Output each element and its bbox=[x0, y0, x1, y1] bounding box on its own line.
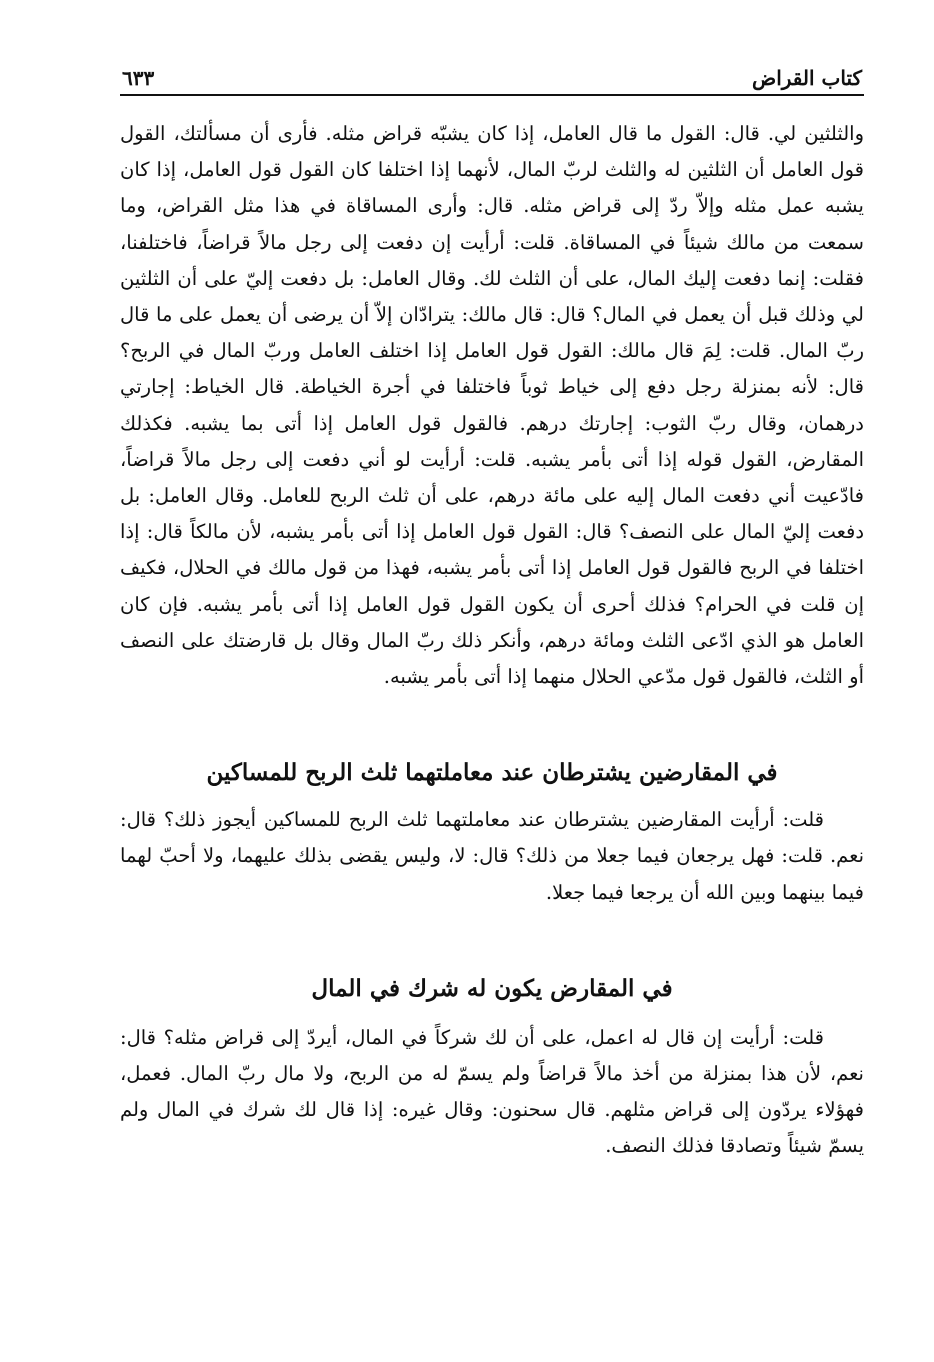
paragraph-charity: قلت: أرأيت المقارضين يشترطان عند معاملتهما ثلث الربح للمساكين أيجوز ذلك؟ قال: نعم. قلت: فهل يرجعان فيما جعلا من ذلك؟ قال: لا، وليس يقضى بذلك عليهما، ولا أحبّ لهما فيما بينهما وبين الله أن يرجعا فيما جعلا. bbox=[120, 808, 864, 904]
running-title: كتاب القراض bbox=[752, 66, 862, 90]
book-page bbox=[120, 56, 864, 1165]
page-body bbox=[120, 116, 864, 1165]
page-number: ٦٣٣ bbox=[122, 66, 155, 90]
paragraph-share: قلت: أرأيت إن قال له اعمل، على أن لك شركاً في المال، أيردّ إلى قراض مثله؟ قال: نعم، لأن هذا بمنزلة من أخذ مالاً قراضاً ولم يسمّ له من الربح، ولا مال ربّ المال. فعمل، فهؤلاء يردّون إلى قراض مثلهم. قال سحنون: وقال غيره: إذا قال لك شرك في المال ولم يسمّ شيئاً وتصادقا فذلك النصف. bbox=[120, 1025, 864, 1158]
page-header bbox=[120, 56, 864, 96]
paragraph-intro: والثلثين لي. قال: القول ما قال العامل، إذا كان يشبّه قراض مثله. فأرى أن مسألتك، القول قول العامل أن الثلثين له والثلث لربّ المال، لأنهما إذا اختلفا كان القول قول العامل، إذا كان يشبه عمل مثله وإلاّ ردّ إلى قراض مثله. قال: وأرى المساقاة في هذا مثل القراض، وما سمعت من مالك شيئاً في المساقاة. قلت: أرأيت إن دفعت إلى رجل مالاً قراضاً، فاختلفنا، فقلت: إنما دفعت إليك المال، على أن الثلث لك. وقال العامل: بل دفعت إليّ على أن الثلثين لي وذلك قبل أن يعمل في المال؟ قال: قال مالك: يترادّان إلاّ أن يرضى أن يعمل على ما قال ربّ المال. قلت: لِمَ قال مالك: القول قول العامل إذا اختلف العامل وربّ المال في الربح؟ قال: لأنه بمنزلة رجل دفع إلى خياط ثوباً فاختلفا في أجرة الخياطة. قال الخياط: إجارتي درهمان، وقال ربّ الثوب: إجارتك درهم. فالقول قول العامل إذا أتى بما يشبه. فكذلك المقارض، القول قوله إذا أتى بأمر يشبه. قلت: أرأيت لو أني دفعت إلى رجل مالاً قراضاً، فادّعيت أني دفعت المال إليه على مائة درهم، على أن ثلث الربح للعامل. وقال العامل: بل دفعت إليّ المال على النصف؟ قال: القول قول العامل إذا أتى بأمر يشبه، لأن مالكاً قال: إذا اختلفا في الربح فالقول قول العامل إذا أتى بأمر يشبه، فهذا من قول مالك في الحلال، فكيف إن قلت في الحرام؟ فذلك أحرى أن يكون القول قول العامل إذا أتى بأمر يشبه. فإن كان العامل هو الذي ادّعى الثلث ومائة درهم، وأنكر ذلك ربّ المال وقال بل قارضتك على النصف أو الثلث، فالقول قول مدّعي الحلال منهما إذا أتى بأمر يشبه. bbox=[120, 122, 864, 689]
section-heading-charity: في المقارضين يشترطان عند معاملتهما ثلث الربح للمساكين bbox=[206, 759, 778, 787]
section-heading-share: في المقارض يكون له شرك في المال bbox=[311, 974, 673, 1002]
